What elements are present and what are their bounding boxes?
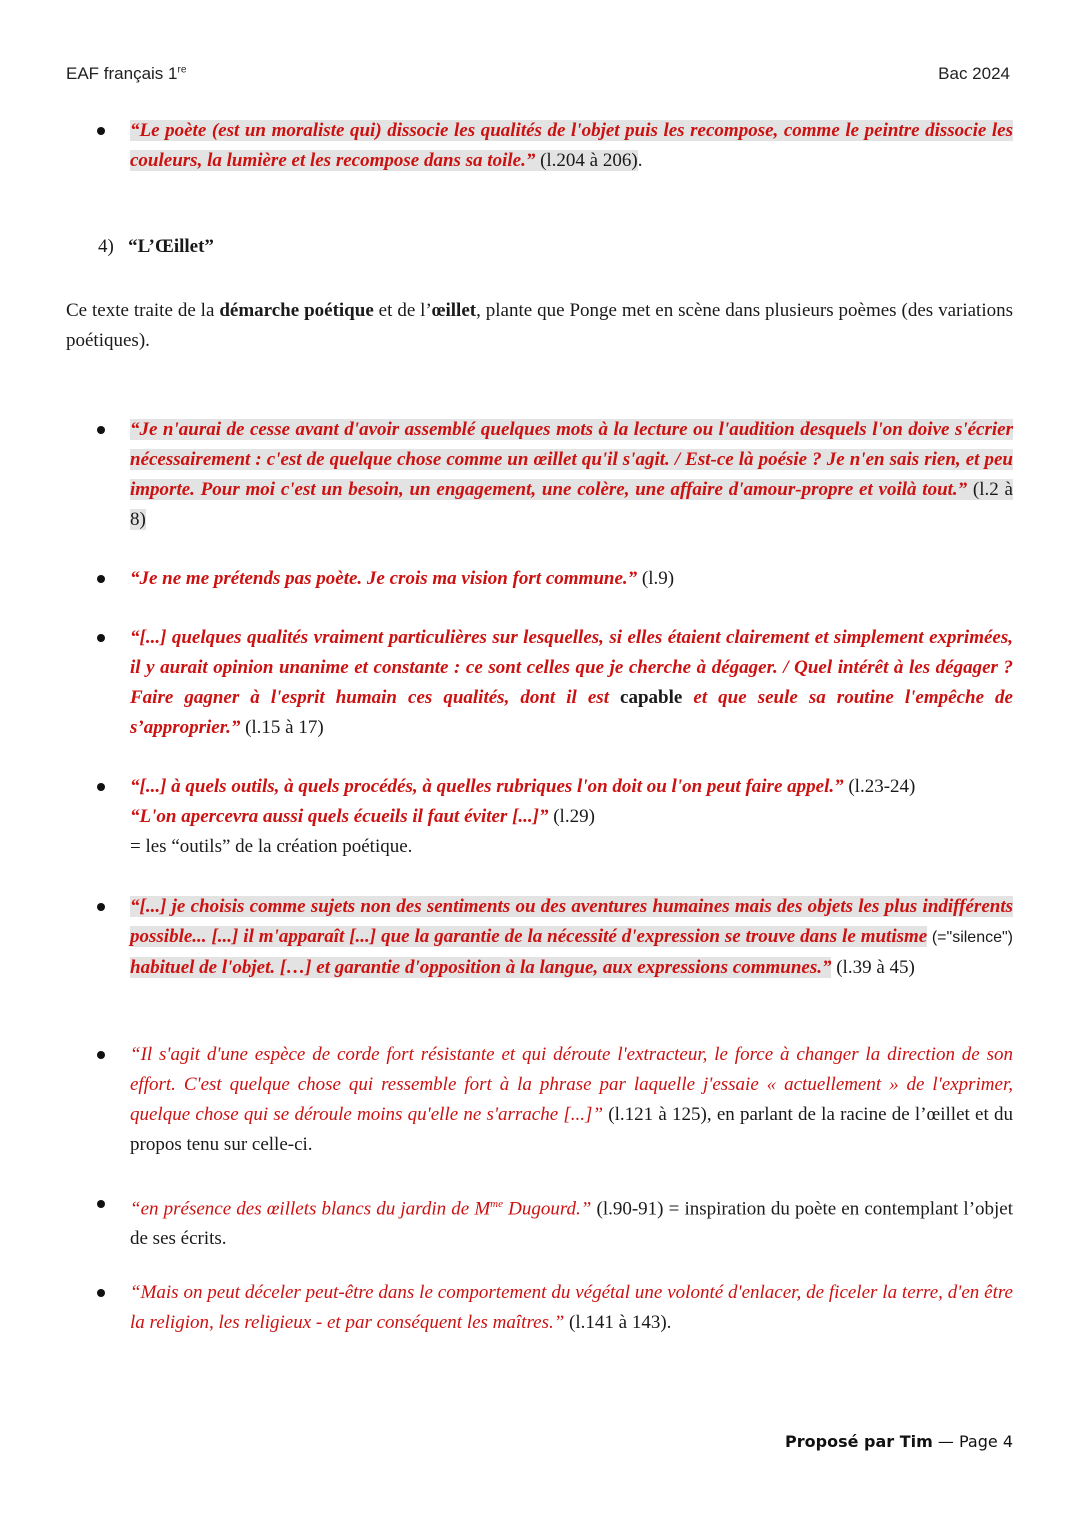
quote-line	[130, 772, 1013, 802]
quote-text: “L'on apercevra aussi quels écueils il faut éviter [...]”	[130, 806, 549, 827]
list-item-quote-corde	[130, 1040, 1013, 1160]
header-left-text: EAF français 1	[66, 64, 178, 83]
intro-bold-oeillet: œillet	[431, 300, 477, 321]
intro-text: Ce texte traite de la	[66, 300, 220, 321]
line-reference: (l.2 à 8)	[130, 479, 1013, 530]
line-reference: (l.15 à 17)	[240, 717, 324, 738]
quote-text: “Je ne me prétends pas poète. Je crois ma vision fort commune.”	[130, 568, 638, 589]
quote-text: “Il s'agit d'une espèce de corde fort résistante et qui déroute l'extracteur, le force à changer la direction de son effort. C'est quelque chose qui ressemble fort à la phrase par laquelle j'essaie « actuellement » de l'exprimer, quelque chose qui se déroule moins qu'elle ne s'arrache [...]”	[130, 1044, 1013, 1125]
bullet-dot	[97, 426, 105, 434]
list-item-quote-vegetal	[130, 1278, 1013, 1338]
header-exam-year: Bac 2024	[938, 64, 1010, 83]
line-reference: (l.141 à 143).	[564, 1312, 672, 1333]
gloss-text: (="silence")	[927, 929, 1014, 946]
list-item-quote-sujets	[130, 892, 1013, 983]
bullet-dot	[97, 575, 105, 583]
section-title: “L’Œillet”	[128, 236, 214, 257]
quote-text: Dugourd.”	[502, 1198, 592, 1220]
quote-text: “Mais on peut déceler peut-être dans le comportement du végétal une volonté d'enlacer, de ficeler la terre, d'en être la religion, les religieux - et par conséquent les maîtres.”	[130, 1282, 1013, 1333]
bullet-dot	[97, 903, 105, 911]
section-number: 4)	[98, 236, 114, 257]
bullet-dot	[97, 1289, 105, 1297]
header-course-title	[66, 64, 186, 84]
quote-text: “[...] quelques qualités vraiment particulières sur lesquelles, si elles étaient clairement et simplement exprimées, il y aurait opinion unanime et constante : ce sont celles que je cherche à dégager. / Quel intérêt à les dégager ? Faire gagner à l'esprit humain ces qualités, dont il est	[130, 627, 1013, 708]
intro-paragraph	[66, 296, 1013, 356]
list-item-quote-outils	[130, 772, 1013, 862]
section-heading	[98, 236, 214, 258]
line-reference: (l.39 à 45)	[831, 957, 915, 978]
line-reference: (l.90-91) = inspiration du poète en contemplant l’objet de ses écrits.	[130, 1198, 1014, 1250]
line-reference: (l.204 à 206)	[535, 150, 638, 171]
list-item-quote-poete-vision	[130, 564, 1013, 594]
header-left-sup: re	[177, 64, 187, 76]
list-item-quote-jardin	[130, 1189, 1013, 1254]
quote-text: “[...] à quels outils, à quels procédés, à quelles rubriques l'on doit ou l'on peut faire appel.”	[130, 776, 844, 797]
page-footer	[785, 1432, 1013, 1451]
quote-text: “[...] je choisis comme sujets non des sentiments ou des aventures humaines mais des objets les plus indifférents possible... [...] il m'apparaît [...] que la garantie de la nécessité d'expression se trouve dans le mutisme	[130, 896, 1013, 947]
intro-bold-demarche: démarche poétique	[219, 300, 374, 321]
quote-word-capable: capable	[620, 687, 683, 708]
quote-text: “Le poète (est un moraliste qui) dissocie les qualités de l'objet puis les recompose, comme le peintre dissocie les couleurs, la lumière et les recompose dans sa toile.”	[130, 120, 1013, 171]
list-item-quote-poete	[130, 116, 1013, 176]
bullet-dot	[97, 127, 105, 135]
note-text: = les “outils” de la création poétique.	[130, 836, 413, 857]
quote-text: “en présence des œillets blancs du jardin de M	[130, 1198, 491, 1220]
intro-text: et de l’	[373, 300, 432, 321]
bullet-dot	[97, 1200, 105, 1208]
list-item-quote-cesse	[130, 415, 1013, 535]
line-reference: (l.23-24)	[843, 776, 916, 797]
list-item-quote-qualites	[130, 623, 1013, 743]
quote-sup: me	[490, 1198, 503, 1210]
quote-text: et que seule sa routine l'empêche de s’approprier.”	[130, 687, 1013, 738]
bullet-dot	[97, 783, 105, 791]
line-reference: (l.29)	[548, 806, 595, 827]
punctuation: .	[637, 150, 643, 171]
line-reference: (l.9)	[637, 568, 675, 589]
intro-text: , plante que Ponge met en scène dans plusieurs poèmes (des variations poétiques).	[66, 300, 1013, 351]
quote-line	[130, 802, 1013, 832]
line-reference: (l.121 à 125), en parlant de la racine de l’œillet et du propos tenu sur celle-ci.	[130, 1104, 1013, 1155]
quote-text: habituel de l'objet. […] et garantie d'opposition à la langue, aux expressions communes.”	[130, 957, 832, 978]
quote-text: “Je n'aurai de cesse avant d'avoir assemblé quelques mots à la lecture ou l'audition desquels l'on doive s'écrier nécessairement : c'est de quelque chose comme un œillet qu'il s'agit. / Est-ce là poésie ? Je n'en sais rien, et peu importe. Pour moi c'est un besoin, un engagement, une colère, une affaire d'amour-propre et voilà tout.”	[130, 419, 1013, 500]
bullet-dot	[97, 1051, 105, 1059]
footer-author: Proposé par Tim	[785, 1432, 933, 1451]
bullet-dot	[97, 634, 105, 642]
footer-page-number: — Page 4	[932, 1432, 1013, 1451]
